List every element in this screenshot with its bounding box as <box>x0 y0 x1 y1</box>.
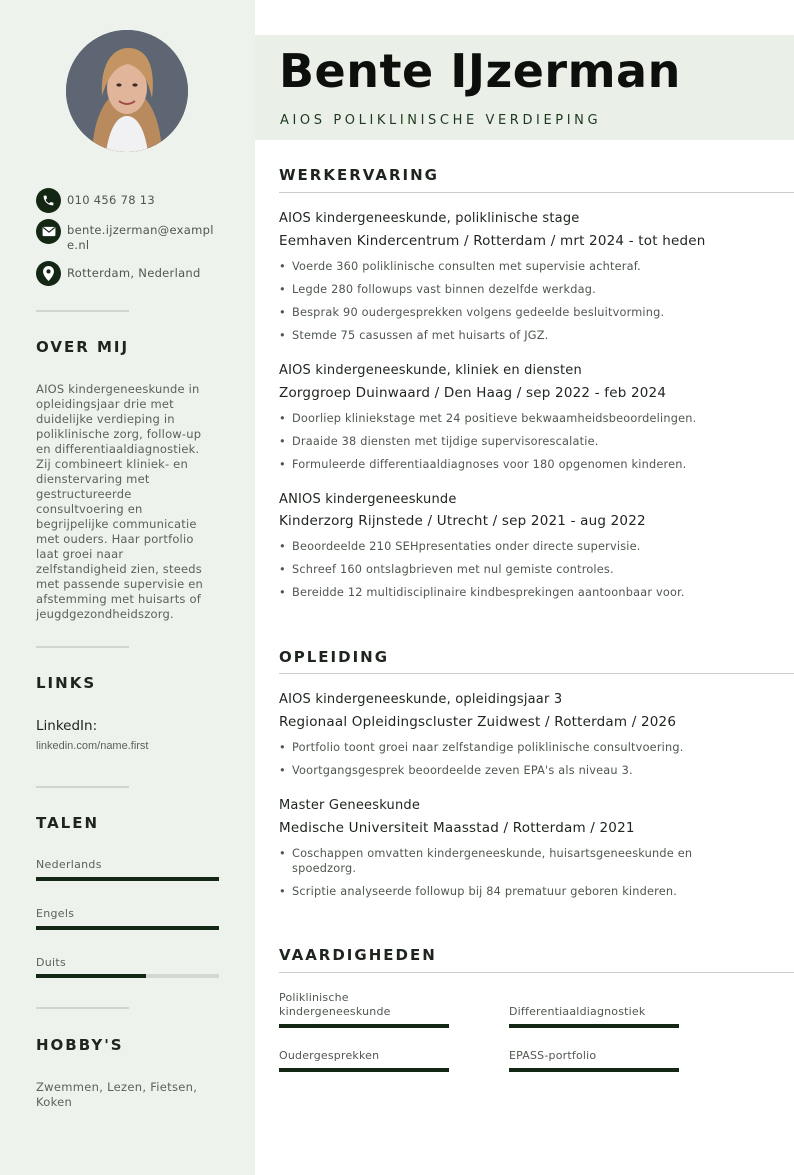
contact-phone[interactable] <box>36 188 219 213</box>
job-title: AIOS POLIKLINISCHE VERDIEPING <box>280 113 602 128</box>
language-level-fill <box>36 974 146 978</box>
experience-bullet: • Schreef 160 ontslagbrieven met nul gemiste controles. <box>279 563 614 576</box>
education-bullet: • Scriptie analyseerde followup bij 84 prematuur geboren kinderen. <box>279 885 678 898</box>
language-name: Duits <box>36 956 67 969</box>
about-text: AIOS kindergeneeskunde in opleidingsjaar drie met duidelijke verdieping in poliklinische zorg, follow-up en differentiaaldiagnostiek. Zij combineert kliniek- en dienstervaring met gestructureerde consultvoering en begrijpelijke communicatie met ouders. Haar portfolio laat groei naar zelfstandigheid zien, steeds met passende supervisie en afstemming met huisarts of jeugdgezondheidszorg. <box>36 382 204 621</box>
language-level-bar <box>36 877 219 881</box>
email-text: bente.ijzerman@example.nl <box>67 223 214 252</box>
experience-bullet: • Besprak 90 oudergesprekken volgens gedeelde besluitvorming. <box>279 306 665 319</box>
section-rule <box>279 972 794 973</box>
experience-organisation: Eemhaven Kindercentrum / Rotterdam / mrt 2024 - tot heden <box>279 233 706 249</box>
skill-level-fill <box>509 1024 679 1028</box>
experience-bullet: • Beoordeelde 210 SEHpresentaties onder directe supervisie. <box>279 540 641 553</box>
linkedin-link[interactable]: linkedin.com/name.first <box>36 740 149 752</box>
phone-icon <box>36 188 61 213</box>
education-heading: OPLEIDING <box>279 648 390 666</box>
sidebar <box>0 0 255 1175</box>
language-level-fill <box>36 877 219 881</box>
skill-level-fill <box>279 1024 449 1028</box>
education-title: AIOS kindergeneeskunde, opleidingsjaar 3 <box>279 692 563 707</box>
skill-name: EPASS-portfolio <box>509 1049 597 1062</box>
skill-level-bar <box>279 1024 449 1028</box>
skill-level-fill <box>279 1068 449 1072</box>
skill-name: Oudergesprekken <box>279 1049 380 1062</box>
divider <box>36 310 129 312</box>
experience-bullet: • Formuleerde differentiaaldiagnoses voor 180 opgenomen kinderen. <box>279 458 687 471</box>
hobbies-text: Zwemmen, Lezen, Fietsen, Koken <box>36 1080 198 1109</box>
divider <box>36 786 129 788</box>
section-rule <box>279 192 794 193</box>
education-institution: Medische Universiteit Maasstad / Rotterdam / 2021 <box>279 820 635 836</box>
skill-name: Differentiaaldiagnostiek <box>509 1005 646 1018</box>
skills-heading: VAARDIGHEDEN <box>279 946 437 964</box>
email-icon <box>36 219 61 244</box>
candidate-name: Bente IJzerman <box>279 44 681 98</box>
links-heading: LINKS <box>36 674 97 692</box>
education-institution: Regionaal Opleidingscluster Zuidwest / Rotterdam / 2026 <box>279 714 677 730</box>
education-bullet: • Voortgangsgesprek beoordeelde zeven EPA's als niveau 3. <box>279 764 633 777</box>
profile-photo <box>66 30 188 152</box>
experience-bullet: • Doorliep kliniekstage met 24 positieve bekwaamheidsbeoordelingen. <box>279 412 697 425</box>
language-name: Engels <box>36 907 75 920</box>
location-text: Rotterdam, Nederland <box>67 266 201 280</box>
about-heading: OVER MIJ <box>36 338 130 356</box>
education-title: Master Geneeskunde <box>279 798 421 813</box>
section-rule <box>279 673 794 674</box>
experience-bullet: • Draaide 38 diensten met tijdige supervisorescalatie. <box>279 435 599 448</box>
languages-heading: TALEN <box>36 814 100 832</box>
experience-bullet: • Voerde 360 poliklinische consulten met supervisie achteraf. <box>279 260 641 273</box>
language-level-bar <box>36 926 219 930</box>
experience-heading: WERKERVARING <box>279 166 439 184</box>
experience-bullet: • Stemde 75 casussen af met huisarts of JGZ. <box>279 329 549 342</box>
experience-bullet: • Legde 280 followups vast binnen dezelfde werkdag. <box>279 283 596 296</box>
contact-email[interactable] <box>36 219 219 253</box>
education-bullet: • Coschappen omvatten kindergeneeskunde, huisartsgeneeskunde en spoedzorg. <box>279 847 693 875</box>
experience-bullet: • Bereidde 12 multidisciplinaire kindbesprekingen aantoonbaar voor. <box>279 586 685 599</box>
skill-level-bar <box>509 1024 679 1028</box>
phone-text: 010 456 78 13 <box>67 193 156 207</box>
skill-level-fill <box>509 1068 679 1072</box>
skill-name: Poliklinische kindergeneeskunde <box>279 991 391 1018</box>
linkedin-label: LinkedIn: <box>36 718 98 734</box>
skill-level-bar <box>279 1068 449 1072</box>
experience-title: AIOS kindergeneeskunde, poliklinische stage <box>279 211 580 226</box>
experience-title: ANIOS kindergeneeskunde <box>279 492 457 507</box>
experience-title: AIOS kindergeneeskunde, kliniek en diensten <box>279 363 582 378</box>
divider <box>36 646 129 648</box>
contact-location <box>36 261 219 286</box>
language-level-fill <box>36 926 219 930</box>
skill-level-bar <box>509 1068 679 1072</box>
language-name: Nederlands <box>36 858 102 871</box>
education-bullet: • Portfolio toont groei naar zelfstandige poliklinische consultvoering. <box>279 741 684 754</box>
language-level-bar <box>36 974 219 978</box>
divider <box>36 1007 129 1009</box>
location-pin-icon <box>36 261 61 286</box>
experience-organisation: Kinderzorg Rijnstede / Utrecht / sep 2021 - aug 2022 <box>279 513 646 529</box>
experience-organisation: Zorggroep Duinwaard / Den Haag / sep 2022 - feb 2024 <box>279 385 667 401</box>
hobbies-heading: HOBBY'S <box>36 1036 124 1054</box>
